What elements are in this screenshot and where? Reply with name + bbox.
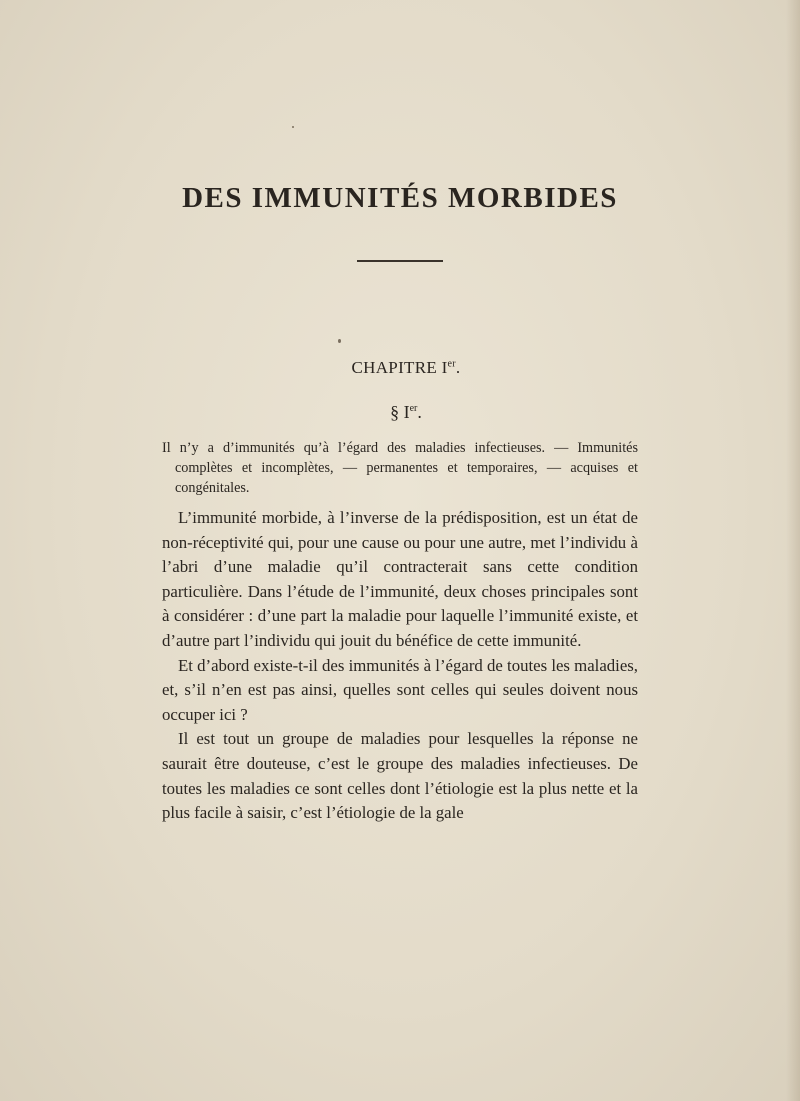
body-paragraph: L’immunité morbide, à l’inverse de la prédisposition, est un état de non-réceptivité qui, pour une cause ou pour une autre, met l’individu à l’abri d’une maladie qu’il contracterait sans cette condition particulière. Dans l’étude de l’immunité, deux choses principales sont à considérer : d’une part la maladie pour laquelle l’immunité existe, et d’autre part l’individu qui jouit du bénéfice de cette immunité. (162, 508, 638, 650)
page-title: DES IMMUNITÉS MORBIDES (182, 182, 618, 214)
section-suffix: . (417, 402, 422, 422)
section-label: § I (390, 402, 410, 422)
body-paragraph: Il est tout un groupe de maladies pour lesquelles la réponse ne saurait être douteuse, c’est le groupe des maladies infectieuses. De toutes les maladies ce sont celles dont l’étiologie est la plus nette et la plus facile à saisir, c’est l’étiologie de la gale (162, 729, 638, 823)
chapter-label: CHAPITRE I (351, 358, 448, 377)
section-superscript: er (409, 403, 418, 414)
section-heading (0, 402, 800, 423)
chapter-superscript: er (447, 358, 456, 370)
body-paragraph: Et d’abord existe-t-il des immunités à l’égard de toutes les maladies, et, s’il n’en est pas ainsi, quelles sont celles qui seules doivent nous occuper ici ? (162, 655, 638, 724)
section-summary: Il n’y a d’immunités qu’à l’égard des maladies infectieuses. — Immunités complètes et incomplètes, — permanentes et temporaires, — acquises et congénitales. (162, 440, 638, 496)
title-divider (357, 260, 443, 262)
chapter-heading (0, 358, 800, 378)
page-edge-shadow (786, 0, 800, 1101)
chapter-suffix: . (455, 358, 461, 377)
ink-speck (338, 339, 341, 343)
body-text (162, 506, 638, 826)
ink-speck (292, 126, 294, 128)
